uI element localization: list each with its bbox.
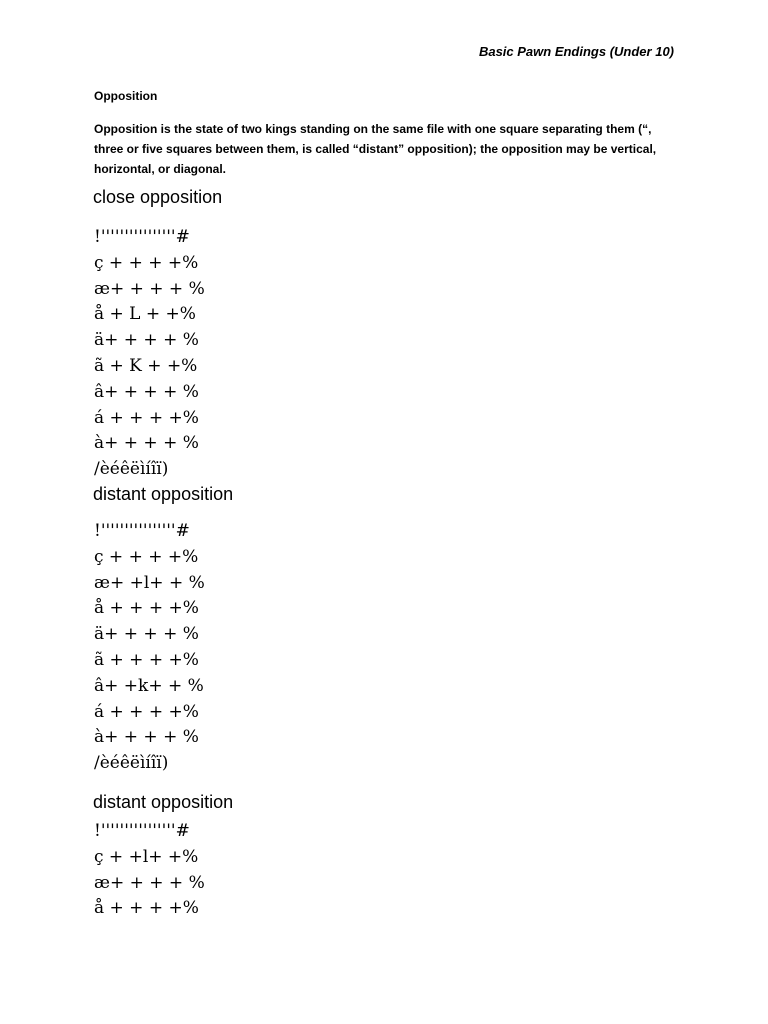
diagram-row: ç + +l+ +%: [94, 846, 199, 867]
diagram-row: ç + + + +%: [94, 252, 199, 273]
diagram-row: /èéêëìíîï): [94, 753, 169, 774]
diagram-heading-close-opposition: close opposition: [93, 187, 223, 207]
diagram-row: ä+ + + + %: [94, 330, 199, 351]
diagram-row: ä+ + + + %: [94, 624, 199, 645]
diagram-row: !''''''''''''''''#: [94, 227, 190, 247]
diagram-row: à+ + + + %: [94, 727, 199, 748]
running-header: Basic Pawn Endings (Under 10): [478, 44, 674, 59]
diagram-row: á + + + +%: [94, 407, 199, 428]
diagram-row: æ+ +l+ + %: [94, 572, 205, 593]
diagram-row: å + + + +%: [94, 898, 199, 919]
section-title: Opposition: [94, 89, 158, 103]
diagram-row: à+ + + + %: [94, 433, 199, 454]
diagram-heading-distant-opposition-2: distant opposition: [93, 792, 234, 812]
diagram-row: ã + + + +%: [94, 649, 199, 670]
diagram-row: ç + + + +%: [94, 546, 199, 567]
diagram-row: æ+ + + + %: [94, 278, 205, 299]
intro-paragraph: Opposition is the state of two kings standing on the same file with one square separating them (“, three or five squares between them, is called “distant” opposition); the opposition may be vertical, horizontal, or diagonal.: [94, 122, 657, 176]
diagram-row: â+ +k+ + %: [94, 675, 204, 696]
diagram-row: å + L + +%: [94, 304, 196, 325]
diagram-row: á + + + +%: [94, 701, 199, 722]
diagram-row: ã + K + +%: [94, 355, 198, 376]
chess-diagram-close-opposition: [94, 225, 205, 483]
diagram-row: !''''''''''''''''#: [94, 821, 190, 841]
diagram-row: /èéêëìíîï): [94, 459, 169, 480]
diagram-row: å + + + +%: [94, 598, 199, 619]
chess-diagram-distant-opposition-2: [94, 819, 205, 922]
diagram-heading-distant-opposition: distant opposition: [93, 484, 234, 504]
chess-diagram-distant-opposition: [94, 519, 205, 777]
diagram-row: â+ + + + %: [94, 381, 199, 402]
diagram-row: æ+ + + + %: [94, 872, 205, 893]
diagram-row: !''''''''''''''''#: [94, 521, 190, 541]
